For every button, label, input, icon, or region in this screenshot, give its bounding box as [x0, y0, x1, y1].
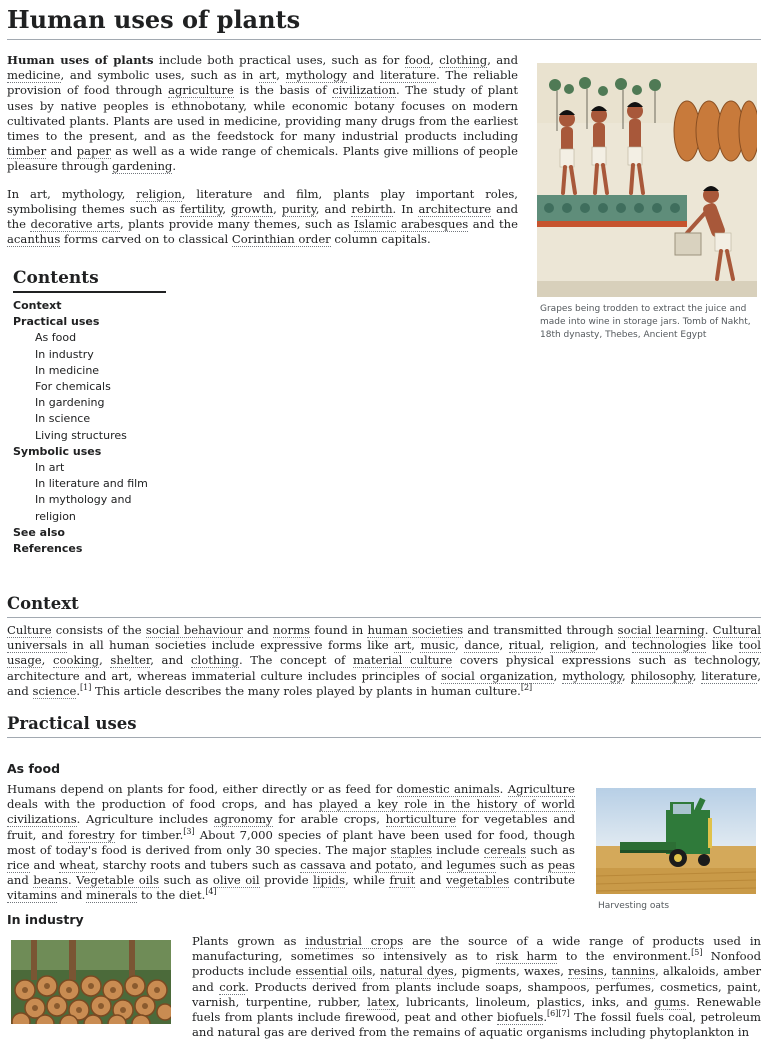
text-run: and [46, 144, 77, 159]
inline-link[interactable]: cereals [483, 842, 527, 857]
inline-link[interactable]: Vegetable oils [76, 873, 160, 888]
text-run: . [76, 683, 81, 698]
table-of-contents [13, 266, 166, 557]
inline-link[interactable]: cooking [52, 653, 100, 668]
toc-item[interactable]: See also [13, 525, 65, 539]
text-run: . The concept of [238, 653, 354, 668]
text-run: , [499, 638, 509, 653]
inline-link[interactable]: staples [390, 842, 432, 857]
text-run: contribute [509, 873, 576, 888]
text-run: and [7, 873, 34, 888]
text-run: and [346, 68, 381, 83]
inline-link[interactable]: Agriculture [507, 782, 575, 796]
text-run: . Agriculture includes [76, 812, 214, 827]
inline-link[interactable]: Cultural universals [7, 623, 761, 653]
text-run: , plants provide many themes, such as [119, 217, 355, 232]
toc-item[interactable]: In industry [35, 347, 94, 361]
figure-harvest-caption: Harvesting oats [598, 901, 670, 911]
figure-egypt-caption: Grapes being trodden to extract the juice and made into wine in storage jars. Tomb of Nakht, 18th dynasty, Thebes, Ancient Egypt [540, 304, 751, 340]
section-heading-practical-uses: Practical uses [7, 713, 761, 738]
text-run: for vegetables and fruit, and [7, 812, 576, 842]
inline-link[interactable]: science [32, 683, 77, 698]
inline-link[interactable]: Culture [7, 623, 52, 637]
toc-item[interactable]: In literature and film [35, 477, 148, 491]
inline-link[interactable]: biofuels [496, 1010, 544, 1025]
text-run: and [56, 888, 87, 903]
text-run: In art, mythology, [7, 186, 137, 201]
text-run: , and symbolic uses, such as in [60, 68, 260, 83]
text-run: . [67, 873, 77, 888]
reference-marker[interactable]: [2] [520, 682, 533, 692]
text-run: . In [392, 201, 419, 216]
toc-title: Contents [13, 266, 166, 293]
inline-link[interactable]: essential oils [295, 964, 373, 979]
inline-link[interactable]: growth [231, 201, 274, 216]
inline-link[interactable]: timber [7, 144, 47, 159]
inline-link[interactable]: philosophy [630, 668, 693, 683]
text-run: and [29, 858, 60, 873]
text-run: , [222, 201, 232, 216]
inline-link[interactable]: fruit [389, 873, 416, 888]
text-run: column capitals. [330, 232, 431, 247]
inline-link[interactable]: cork [219, 979, 246, 994]
text-run: like [706, 638, 739, 653]
text-run: . [543, 1010, 548, 1025]
inline-link[interactable]: risk harm [496, 949, 558, 964]
text-run: . Renewable fuels from plants include firewood, peat and other [192, 994, 761, 1025]
text-run: , [692, 668, 702, 683]
inline-link[interactable]: social behaviour [145, 623, 243, 637]
toc-item[interactable]: In art [35, 461, 65, 475]
inline-link[interactable]: wheat [59, 858, 96, 873]
inline-link[interactable]: agriculture [168, 83, 234, 98]
figure-harvest [596, 788, 758, 913]
text-run: such as [159, 873, 213, 888]
text-run: for timber. [114, 827, 184, 842]
text-run: deals with the production of food crops, and has [7, 797, 320, 812]
inline-link[interactable]: social organization [441, 668, 554, 683]
inline-link[interactable]: medicine [7, 68, 61, 83]
text-run: About 7,000 species of plant have been used for food, though most of today's food is derived from only 30 species. The major [7, 827, 576, 857]
inline-link[interactable]: Islamic [354, 217, 397, 232]
text-run: , pigments, waxes, [453, 964, 569, 979]
reference-marker[interactable]: [4] [205, 887, 217, 897]
text-run: , and [150, 653, 192, 668]
text-run: and transmitted through [463, 623, 618, 637]
inline-link[interactable]: potato [375, 858, 414, 873]
toc-item[interactable]: In science [35, 412, 91, 426]
inline-link[interactable]: mythology [562, 668, 622, 683]
intro-paragraph-art [7, 187, 518, 248]
text-run: and [415, 873, 446, 888]
inline-link[interactable]: shelter [110, 653, 151, 668]
text-run: , [455, 638, 465, 653]
inline-link[interactable]: clothing [191, 653, 239, 668]
text-run: to the environment. [557, 949, 692, 964]
text-run: , lubricants, linoleum, plastics, inks, and [395, 994, 655, 1009]
reference-marker[interactable]: [5] [691, 948, 703, 958]
context-paragraph [7, 623, 761, 699]
reference-marker[interactable]: [3] [183, 826, 195, 836]
text-run: , and [595, 638, 632, 653]
text-run: . Products derived from plants include soaps, shampoos, perfumes, cosmetics, paint, varnish, turpentine, rubber, [192, 979, 761, 1009]
inline-link[interactable]: architecture [418, 201, 492, 216]
page-title: Human uses of plants [7, 4, 761, 40]
inline-link[interactable]: acanthus [7, 232, 61, 247]
text-run: , [430, 53, 440, 67]
egypt-tomb-painting-image[interactable] [537, 63, 757, 297]
text-run: forms carved on to classical [60, 232, 232, 247]
toc-item[interactable]: References [13, 542, 83, 556]
text-run: are the source of a wide range of products used in manufacturing, sometimes so intensively as to [192, 934, 761, 964]
text-run: , [411, 638, 421, 653]
inline-link[interactable]: domestic animals [396, 782, 500, 796]
text-run: , [372, 964, 381, 979]
text-run: , and [7, 668, 761, 698]
inline-link[interactable]: natural dyes [380, 964, 454, 979]
intro-paragraph [7, 53, 518, 175]
inline-link[interactable]: horticulture [385, 812, 457, 827]
text-run: in all human societies include expressive forms like [67, 638, 395, 653]
subsection-heading-in-industry: In industry [7, 912, 84, 927]
text-run: , and [413, 858, 447, 873]
inline-link[interactable]: clothing [439, 53, 488, 67]
inline-link[interactable]: arabesques [400, 217, 469, 232]
toc-item[interactable]: Practical uses [13, 315, 100, 329]
inline-link[interactable]: played a key role in the history of world civilizations [7, 797, 575, 827]
inline-link[interactable]: material culture [353, 653, 453, 668]
text-run: , and [487, 53, 518, 67]
text-run: as well as a wide range of chemicals. Plants give millions of people pleasure through [7, 144, 518, 174]
bold-term: Human uses of plants [7, 53, 154, 67]
inline-link[interactable]: agronomy [213, 812, 273, 827]
toc-item[interactable]: For chemicals [35, 380, 111, 394]
text-run: , [276, 68, 286, 83]
toc-item[interactable]: Context [13, 299, 62, 312]
inline-link[interactable]: dance [464, 638, 500, 653]
text-run: for arable crops, [272, 812, 386, 827]
text-run: and [242, 623, 274, 637]
inline-link[interactable]: social learning [617, 623, 705, 637]
inline-link[interactable]: human societies [367, 623, 464, 637]
text-run: , [41, 653, 53, 668]
inline-link[interactable]: gums [654, 994, 687, 1009]
inline-link[interactable]: ritual [508, 638, 541, 653]
toc-item[interactable]: As food [35, 331, 77, 345]
text-run: and the [468, 217, 518, 232]
figure-egypt [537, 63, 759, 342]
inline-link[interactable]: lipids [313, 873, 346, 888]
text-run: found in [309, 623, 368, 637]
inline-link[interactable]: olive oil [212, 873, 260, 888]
inline-link[interactable]: legumes [446, 858, 496, 873]
inline-link[interactable]: paper [76, 144, 111, 159]
in-industry-paragraph [192, 934, 761, 1040]
text-run: , [553, 668, 563, 683]
harvesting-oats-image[interactable] [596, 788, 756, 894]
reference-marker[interactable]: [1] [80, 682, 92, 692]
toc-item[interactable]: In mythology and religion [35, 493, 132, 523]
inline-link[interactable]: religion [549, 638, 596, 653]
inline-link[interactable]: minerals [86, 888, 138, 903]
inline-link[interactable]: art [259, 68, 277, 83]
text-run: . [499, 782, 508, 796]
text-run: such as [526, 842, 575, 857]
text-run: The fossil fuels coal, petroleum and natural gas are derived from the remains of aquatic organisms including phytoplankton in [192, 1010, 762, 1040]
inline-link[interactable]: norms [273, 623, 310, 637]
text-run: , [603, 964, 612, 979]
inline-link[interactable]: music [420, 638, 456, 653]
inline-link[interactable]: industrial crops [305, 934, 404, 948]
inline-link[interactable]: rebirth [351, 201, 393, 216]
toc-item[interactable]: In medicine [35, 363, 100, 377]
inline-link[interactable]: mythology [285, 68, 347, 83]
inline-link[interactable]: beans [33, 873, 68, 888]
inline-link[interactable]: rice [7, 858, 30, 873]
inline-link[interactable]: vitamins [7, 888, 57, 903]
inline-link[interactable]: tool usage [7, 638, 761, 668]
text-run: , and [315, 201, 352, 216]
inline-link[interactable]: purity [281, 201, 316, 216]
inline-link[interactable]: peas [547, 858, 576, 873]
timber-logs-image[interactable] [11, 940, 171, 1024]
inline-link[interactable]: vegetables [446, 873, 510, 888]
toc-item[interactable]: Symbolic uses [13, 444, 102, 458]
inline-link[interactable]: resins [568, 964, 604, 979]
text-run: include [431, 842, 484, 857]
subsection-heading-as-food: As food [7, 761, 61, 776]
inline-link[interactable]: decorative arts [30, 217, 120, 232]
inline-link[interactable]: fertility [180, 201, 223, 216]
text-run: , [622, 668, 631, 683]
inline-link[interactable]: Corinthian order [231, 232, 331, 247]
reference-marker[interactable]: [6][7] [547, 1009, 570, 1019]
text-run: . The study of plant uses by native peoples is ethnobotany, while economic botany focuses on modern cultivated plants. Plants are used in medicine, providing many drugs from the earliest times to the present, and as the feedstock for many industrial products including [7, 83, 518, 144]
section-heading-context: Context [7, 593, 761, 618]
intro-section [7, 53, 518, 247]
inline-link[interactable]: religion [136, 186, 182, 201]
inline-link[interactable]: art [394, 638, 412, 653]
text-run: , starchy roots and tubers such as [95, 858, 301, 873]
toc-list [13, 298, 166, 557]
inline-link[interactable]: technologies [631, 638, 707, 653]
text-run: , [273, 201, 282, 216]
toc-item[interactable]: Living structures [35, 428, 127, 442]
text-run: , [540, 638, 550, 653]
text-run: , literature and film, plants play important roles, symbolising themes such as [7, 186, 518, 216]
text-run: Nonfood products include [192, 949, 761, 979]
inline-link[interactable]: cassava [300, 858, 346, 873]
text-run: , while [345, 873, 390, 888]
text-run: and the [7, 201, 518, 232]
text-run: consists of the [51, 623, 146, 637]
as-food-paragraph [7, 782, 575, 904]
inline-link[interactable]: civilization [332, 83, 396, 98]
text-run: such as [495, 858, 548, 873]
text-run: include both practical uses, such as for [153, 53, 405, 67]
text-run: and [345, 858, 376, 873]
toc-item[interactable]: In gardening [35, 396, 105, 410]
text-run: to the diet. [137, 888, 206, 903]
text-run: . [172, 159, 177, 174]
text-run: Humans depend on plants for food, either directly or as feed for [7, 782, 397, 796]
text-run: provide [259, 873, 314, 888]
text-run: . [704, 623, 713, 637]
inline-link[interactable]: literature [380, 68, 437, 83]
text-run: covers physical expressions such as technology, architecture and art, whereas immaterial culture includes principles of [7, 653, 761, 683]
inline-link[interactable]: literature [701, 668, 758, 683]
text-run: . The reliable provision of food through [7, 68, 519, 98]
inline-link[interactable]: food [404, 53, 431, 67]
text-run: is the basis of [233, 83, 333, 98]
inline-link[interactable]: gardening [112, 159, 173, 174]
text-run: This article describes the many roles played by plants in human culture. [91, 683, 521, 698]
text-run: , alkaloids, amber and [192, 964, 762, 994]
text-run: , [99, 653, 111, 668]
inline-link[interactable]: latex [367, 994, 396, 1009]
text-run: Plants grown as [192, 934, 306, 948]
inline-link[interactable]: forestry [68, 827, 115, 842]
inline-link[interactable]: tannins [611, 964, 656, 979]
